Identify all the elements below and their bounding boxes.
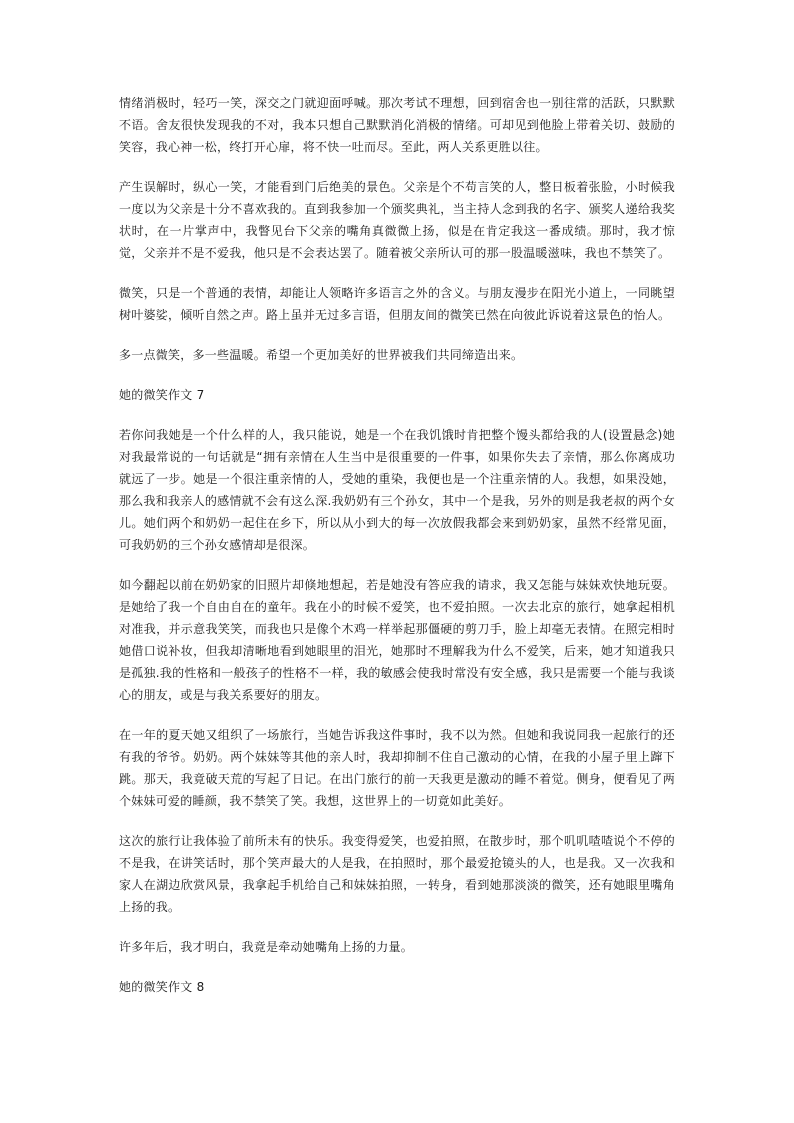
paragraph-realization: 许多年后，我才明白，我竟是牵动她嘴角上扬的力量。 [119, 940, 414, 954]
paragraph-smile-meaning: 微笑，只是一个普通的表情，却能让人领略许多语言之外的含义。与朋友漫步在阳光小道上，一同眺望树叶婆娑，倾听自然之声。路上虽并无过多言语，但朋友间的微笑已然在向彼此诉说着这景色的怡人。 [119, 286, 675, 322]
essay-heading-7: 她的微笑作文 7 [119, 388, 205, 402]
document-page [119, 92, 675, 1016]
paragraph-smile-warmth: 多一点微笑，多一些温暖。希望一个更加美好的世界被我们共同缔造出来。 [119, 348, 524, 362]
paragraph-summer-trip: 在一年的夏天她又组织了一场旅行，当她告诉我这件事时，我不以为然。但她和我说同我一起旅行的还有我的爷爷。奶奶。两个妹妹等其他的亲人时，我却抑制不住自己激动的心情，在我的小屋子里上蹿下跳。那天，我竟破天荒的写起了日记。在出门旅行的前一天我更是激动的睡不着觉。侧身，便看见了两个妹妹可爱的睡颜，我不禁笑了笑。我想，这世界上的一切竟如此美好。 [119, 728, 675, 808]
paragraph-grandma-intro: 若你问我她是一个什么样的人，我只能说，她是一个在我饥饿时肯把整个馒头都给我的人(设置悬念)她对我最常说的一句话就是“拥有亲情在人生当中是很重要的一件事，如果你失去了亲情，那么你离成功就远了一步。她是一个很注重亲情的人，受她的重染，我便也是一个注重亲情的人。我想，如果没她，那么我和我亲人的感情就不会有这么深.我奶奶有三个孙女，其中一个是我，另外的则是我老叔的两个女儿。她们两个和奶奶一起住在乡下，所以从小到大的每一次放假我都会来到奶奶家，虽然不经常见面，可我奶奶的三个孙女感情却是很深。 [119, 428, 675, 552]
paragraph-smile-father: 产生误解时，纵心一笑，才能看到门后绝美的景色。父亲是个不苟言笑的人，整日板着张脸，小时候我一度以为父亲是十分不喜欢我的。直到我参加一个颁奖典礼，当主持人念到我的名字、颁奖人递给我奖状时，在一片掌声中，我瞥见台下父亲的嘴角真微微上扬，似是在肯定我这一番成绩。那时，我才惊觉，父亲并不是不爱我，他只是不会表达罢了。随着被父亲所认可的那一股温暖滋味，我也不禁笑了。 [119, 180, 675, 260]
paragraph-trip-joy: 这次的旅行让我体验了前所未有的快乐。我变得爱笑，也爱拍照，在散步时，那个叽叽喳喳说个不停的不是我，在讲笑话时，那个笑声最大的人是我，在拍照时，那个最爱抢镜头的人，也是我。又一次我和家人在湖边欣赏风景，我拿起手机给自己和妹妹拍照，一转身，看到她那淡淡的微笑，还有她眼里嘴角上扬的我。 [119, 834, 675, 914]
paragraph-smile-friendship: 情绪消极时，轻巧一笑，深交之门就迎面呼喊。那次考试不理想，回到宿舍也一别往常的活跃，只默默不语。舍友很快发现我的不对，我本只想自己默默消化消极的情绪。可却见到他脸上带着关切、鼓励的笑容，我心神一松，终打开心扉，将不快一吐而尽。至此，两人关系更胜以往。 [119, 96, 675, 154]
essay-heading-8: 她的微笑作文 8 [119, 980, 205, 994]
paragraph-old-photos: 如今翻起以前在奶奶家的旧照片却倏地想起，若是她没有答应我的请求，我又怎能与妹妹欢快地玩耍。是她给了我一个自由自在的童年。我在小的时候不爱笑，也不爱拍照。一次去北京的旅行，她拿起相机对准我，并示意我笑笑，而我也只是像个木鸡一样举起那僵硬的剪刀手，脸上却毫无表情。在照完相时她借口说补妆，但我却清晰地看到她眼里的泪光，她那时不理解我为什么不爱笑，后来，她才知道我只是孤独.我的性格和一般孩子的性格不一样，我的敏感会使我时常没有安全感，我只是需要一个能与我谈心的朋友，或是与我关系要好的朋友。 [119, 578, 675, 702]
